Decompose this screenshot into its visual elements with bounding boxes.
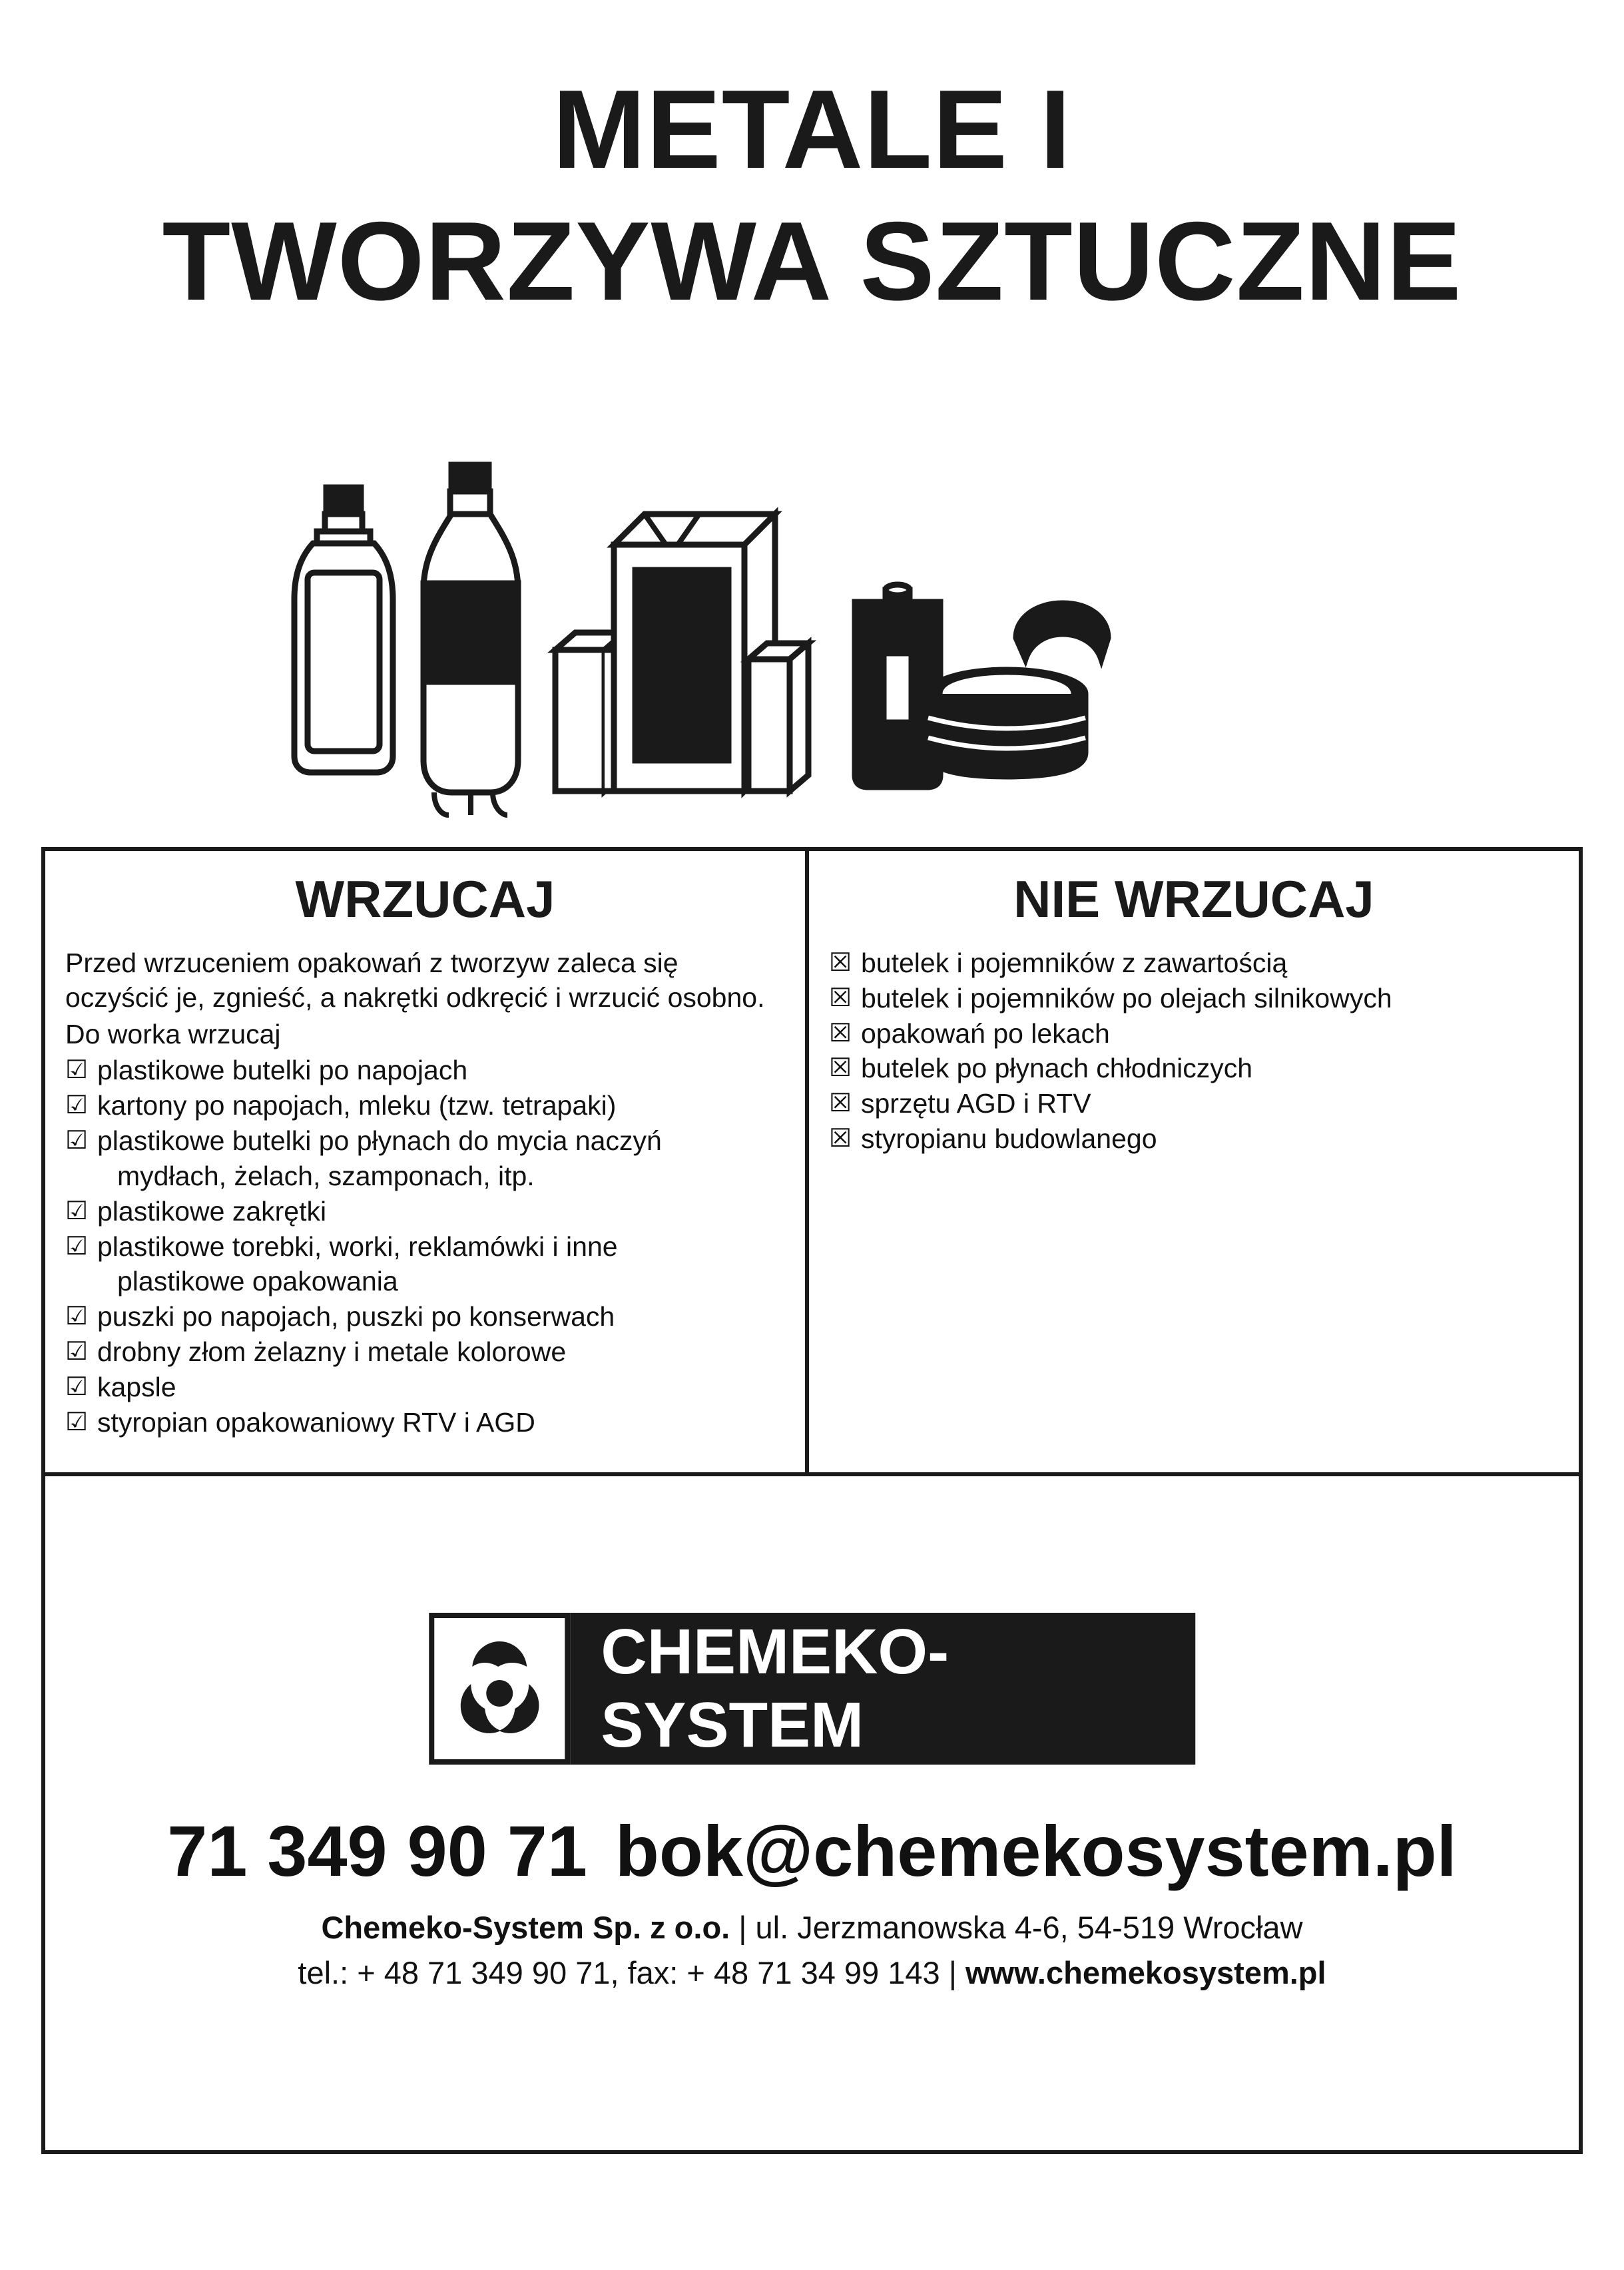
list-item-label: kartony po napojach, mleku (tzw. tetrapaki) xyxy=(97,1090,617,1121)
checkbox-checked-icon: ☑ xyxy=(65,1232,89,1261)
title-line-2: TWORZYWA SZTUCZNE xyxy=(162,198,1462,324)
reject-heading: NIE WRZUCAJ xyxy=(1013,870,1374,928)
list-item-label: styropianu budowlanego xyxy=(861,1123,1157,1155)
list-item xyxy=(829,1121,1559,1157)
reject-panel xyxy=(809,851,1579,1472)
list-item xyxy=(829,1016,1559,1051)
list-item-label: butelek i pojemników z zawartością xyxy=(861,947,1288,978)
list-item-label: butelek po płynach chłodniczych xyxy=(861,1053,1253,1084)
company-website[interactable]: www.chemekosystem.pl xyxy=(965,1955,1326,1990)
list-item xyxy=(65,1088,785,1123)
recycling-logo-icon xyxy=(429,1613,571,1765)
list-item xyxy=(65,1299,785,1334)
footer-box xyxy=(41,1472,1583,2154)
list-item xyxy=(65,1194,785,1229)
reject-list xyxy=(829,946,1559,1157)
checkbox-checked-icon: ☑ xyxy=(65,1126,89,1155)
list-item-label: plastikowe butelki po płynach do mycia naczyń xyxy=(97,1125,662,1156)
list-item xyxy=(65,1370,785,1405)
checkbox-crossed-icon: ☒ xyxy=(829,984,852,1012)
rules-panels xyxy=(41,847,1583,1476)
metal-tin-can-icon xyxy=(928,603,1108,776)
company-phone-fax: tel.: + 48 71 349 90 71, fax: + 48 71 34 99 143 | xyxy=(298,1955,965,1990)
checkbox-checked-icon: ☑ xyxy=(65,1338,89,1366)
checkbox-crossed-icon: ☒ xyxy=(829,1019,852,1047)
list-item-label-cont: mydłach, żelach, szamponach, itp. xyxy=(117,1160,535,1191)
checkbox-checked-icon: ☑ xyxy=(65,1091,89,1120)
accept-panel xyxy=(45,851,809,1472)
beverage-carton-icon xyxy=(555,514,808,791)
list-item xyxy=(829,946,1559,981)
checkbox-checked-icon: ☑ xyxy=(65,1408,89,1436)
list-item xyxy=(65,1053,785,1088)
contact-row xyxy=(45,1809,1579,1892)
company-contact-line xyxy=(45,1954,1579,1991)
checkbox-checked-icon: ☑ xyxy=(65,1056,89,1085)
accept-intro: Przed wrzuceniem opakowań z tworzyw zaleca się oczyścić je, zgnieść, a nakrętki odkręcić i wrzucić osobno. xyxy=(65,947,765,1013)
email-address[interactable]: bok@chemekosystem.pl xyxy=(615,1811,1457,1891)
company-address: | ul. Jerzmanowska 4-6, 54-519 Wrocław xyxy=(730,1910,1303,1945)
list-item-label: butelek i pojemników po olejach silnikowych xyxy=(861,982,1392,1013)
accept-lead: Do worka wrzucaj xyxy=(65,1018,281,1049)
title-line-1: METALE I xyxy=(552,67,1072,192)
checkbox-checked-icon: ☑ xyxy=(65,1373,89,1402)
checkbox-crossed-icon: ☒ xyxy=(829,1054,852,1083)
pet-bottle-icon xyxy=(423,465,518,815)
list-item-label: drobny złom żelazny i metale kolorowe xyxy=(97,1336,567,1368)
list-item-label: plastikowe butelki po napojach xyxy=(97,1055,468,1086)
list-item xyxy=(65,1334,785,1370)
company-legal-name: Chemeko-System Sp. z o.o. xyxy=(321,1910,730,1945)
list-item xyxy=(829,981,1559,1016)
list-item xyxy=(829,1051,1559,1086)
list-item-label: styropian opakowaniowy RTV i AGD xyxy=(97,1406,535,1438)
list-item xyxy=(829,1086,1559,1121)
list-item xyxy=(65,1229,785,1300)
list-item-label-cont: plastikowe opakowania xyxy=(117,1266,398,1297)
checkbox-checked-icon: ☑ xyxy=(65,1302,89,1331)
company-address-line xyxy=(45,1909,1579,1946)
company-name-logotype: CHEMEKO-SYSTEM xyxy=(570,1613,1195,1765)
company-logo xyxy=(429,1613,1196,1765)
phone-number[interactable]: 71 349 90 71 xyxy=(167,1811,587,1891)
list-item-label: plastikowe zakrętki xyxy=(97,1195,327,1227)
list-item-label: puszki po napojach, puszki po konserwach xyxy=(97,1301,615,1332)
accept-list xyxy=(65,1053,785,1440)
plastic-bottle-detergent-icon xyxy=(294,487,393,772)
list-item xyxy=(65,1123,785,1194)
list-item-label: opakowań po lekach xyxy=(861,1017,1110,1049)
list-item-label: plastikowe torebki, worki, reklamówki i inne xyxy=(97,1231,618,1262)
list-item xyxy=(65,1405,785,1440)
checkbox-checked-icon: ☑ xyxy=(65,1197,89,1225)
packaging-waste-illustration xyxy=(286,459,1352,832)
checkbox-crossed-icon: ☒ xyxy=(829,1089,852,1118)
checkbox-crossed-icon: ☒ xyxy=(829,1125,852,1153)
page-title xyxy=(0,63,1624,327)
accept-heading: WRZUCAJ xyxy=(295,870,555,928)
list-item-label: sprzętu AGD i RTV xyxy=(861,1088,1091,1119)
list-item-label: kapsle xyxy=(97,1372,176,1403)
checkbox-crossed-icon: ☒ xyxy=(829,948,852,977)
